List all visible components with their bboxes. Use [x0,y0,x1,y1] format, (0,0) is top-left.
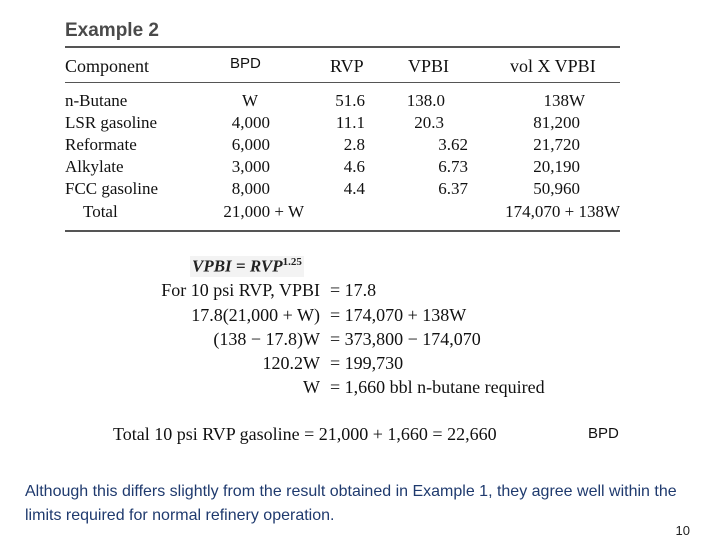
calc-line [0,353,720,377]
calc-line [0,305,720,329]
table-row [0,91,720,113]
cell-component: LSR gasoline [65,113,158,132]
table-row [0,113,720,135]
cell-bpd: 4,000 [231,113,270,132]
calc-rhs: = 17.8 [330,280,377,300]
table-bottom-rule [65,230,620,232]
cell-rvp: 4.6 [343,157,365,176]
cell-vpbi: 138.0 [406,91,445,110]
formula-base: VPBI = RVP [192,256,283,276]
cell-bpd: 3,000 [231,157,270,176]
header-vol-x-vpbi: vol X VPBI [510,56,596,76]
calc-lhs: (138 − 17.8)W [213,329,320,349]
header-vpbi: VPBI [408,56,450,76]
cell-vpbi: 20.3 [414,113,444,132]
cell-rvp: 51.6 [335,91,365,110]
table-header-rule [65,82,620,83]
table-row [0,179,720,201]
calc-rhs: = 373,800 − 174,070 [330,329,481,349]
cell-bpd: 21,000 + W [223,202,304,221]
calc-lhs: 120.2W [262,353,320,373]
cell-vol-x-vpbi: 20,190 [533,157,580,176]
cell-vpbi: 6.73 [438,157,468,176]
header-bpd: BPD [230,55,261,72]
example-title: Example 2 [65,20,159,41]
calc-line [0,377,720,401]
calc-rhs: = 199,730 [330,353,404,373]
table-total-row [0,202,720,224]
calc-rhs: = 174,070 + 138W [330,305,467,325]
table-top-rule [65,46,620,48]
cell-vpbi: 6.37 [438,179,468,198]
cell-vpbi: 3.62 [438,135,468,154]
cell-bpd: 8,000 [231,179,270,198]
header-component: Component [65,56,149,76]
cell-component: n-Butane [65,91,128,110]
cell-component: Reformate [65,135,137,154]
calc-rhs: = 1,660 bbl n-butane required [330,377,545,397]
table-row [0,157,720,179]
total-unit-label: BPD [588,425,619,442]
cell-rvp: 4.4 [343,179,365,198]
calc-lhs: 17.8(21,000 + W) [191,305,320,325]
cell-component: Total [83,202,118,221]
page-number: 10 [675,523,690,538]
cell-vol-x-vpbi: 50,960 [533,179,580,198]
cell-vol-x-vpbi: 138W [543,91,585,110]
cell-bpd: 6,000 [231,135,270,154]
calc-lhs: W [303,377,320,397]
formula-exponent: 1.25 [282,256,302,268]
cell-rvp: 2.8 [343,135,365,154]
cell-vol-x-vpbi: 81,200 [533,113,580,132]
cell-component: FCC gasoline [65,179,159,198]
total-gasoline-line: Total 10 psi RVP gasoline = 21,000 + 1,660 = 22,660 [113,424,497,444]
vpbi-formula [190,256,304,277]
header-rvp: RVP [330,56,364,76]
cell-rvp: 11.1 [335,113,365,132]
cell-bpd: W [241,91,258,110]
cell-vol-x-vpbi: 21,720 [533,135,580,154]
cell-component: Alkylate [65,157,124,176]
cell-vol-x-vpbi: 174,070 + 138W [505,202,620,221]
calc-line [0,280,720,304]
calc-lhs: For 10 psi RVP, VPBI [161,280,320,300]
calc-line [0,329,720,353]
table-row [0,135,720,157]
note-text: Although this differs slightly from the result obtained in Example 1, they agree well within the limits required for normal refinery operation. [25,483,677,524]
